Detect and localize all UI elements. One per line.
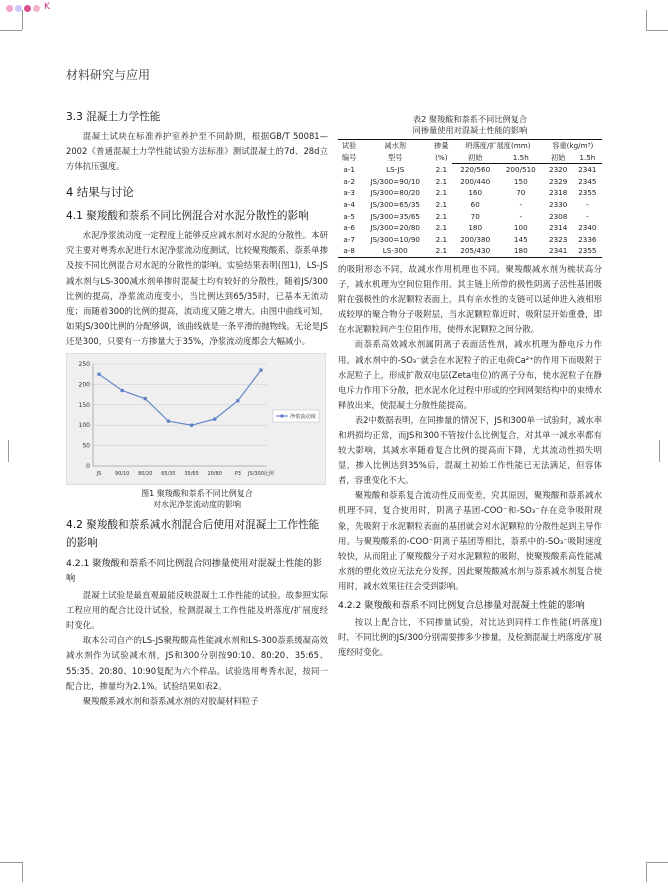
table-2: [338, 139, 602, 258]
section-4-2-1-paragraph-2: 取本公司自产的LS-JS聚羧酸高性能减水剂和LS-300萘系缓凝高效减水剂作为试验减水剂，JS和300分别按90:10、80:20、35:65、55:35、20:80、10:90复配为六个样品。试验选用粤秀水泥，按同一配合比，掺量均为2.1%。试验结果如表2。: [66, 635, 328, 691]
x-tick-label: JS: [96, 471, 102, 478]
top-letter: K: [44, 2, 50, 12]
left-column: [66, 100, 328, 709]
section-3-3-title: 3.3 混凝土力学性能: [66, 111, 161, 123]
section-4-title: 4 结果与讨论: [66, 185, 134, 200]
table-cell: LS-JS: [386, 164, 405, 174]
section-4-1-title: 4.1 聚羧酸和萘系不同比例混合对水泥分散性的影响: [66, 210, 309, 223]
color-dot-2: [15, 5, 22, 12]
running-header: 材料研究与应用: [66, 68, 151, 82]
y-tick-label: 150: [78, 401, 90, 409]
table-cell: 2.1: [430, 245, 452, 257]
table-cell: 150: [513, 176, 528, 186]
table-row: [338, 199, 602, 211]
table-cell: 2336: [578, 234, 597, 244]
table-cell: 70: [470, 211, 480, 221]
table-cell: a-4: [343, 199, 355, 209]
x-tick-label: 35/65: [184, 471, 199, 478]
table-row: [338, 245, 602, 257]
table-cell: 2.1: [435, 164, 448, 174]
table-2-title: [338, 114, 602, 136]
right-paragraph-5: 按以上配合比，不同掺量试验，对比达到同样工作性能(坍落度)时，不同比例的JS/300分别需要掺多少掺量，及检测混凝土坍落度/扩展度经时变化。: [338, 617, 602, 658]
data-point: [97, 373, 100, 376]
data-point: [213, 418, 216, 421]
table-cell: 200/510: [505, 165, 536, 175]
table-cell: a-2: [343, 176, 355, 186]
table-cell: 145: [513, 234, 528, 244]
table-cell: 205/430: [452, 245, 498, 257]
crop-mark-bl-v: [22, 862, 23, 882]
table-cell: JS/300=10/90: [370, 234, 420, 244]
th-density-1-5h: 1.5h: [573, 152, 602, 164]
x-tick-label: 65/35: [161, 471, 176, 478]
crop-mark-left-mid: [8, 440, 9, 462]
table-row: [338, 234, 602, 246]
data-point: [190, 424, 193, 427]
table-cell: JS/300=90/10: [370, 176, 420, 186]
table-cell: 2314: [549, 223, 568, 233]
table-cell: JS/300=80/20: [370, 188, 420, 198]
section-4-2-2-title: 4.2.2 聚羧酸和萘系不同比例复合总掺量对混凝土性能的影响: [338, 600, 585, 611]
table-2-title-line-2: 同掺量使用对混凝土性能的影响: [412, 125, 528, 135]
data-point: [236, 399, 239, 402]
table-cell: 2355: [573, 245, 602, 257]
x-tick-label: 90/10: [114, 471, 130, 478]
table-cell: JS/300=65/35: [370, 199, 420, 209]
table-cell: 180: [498, 245, 544, 257]
th-agent: 减水剂 型号: [360, 140, 430, 164]
th-id: 试验 编号: [338, 140, 360, 164]
table-cell: 100: [513, 223, 528, 233]
crop-mark-tl-v: [22, 10, 23, 30]
table-cell: 2308: [549, 211, 568, 221]
x-tick-label: 20/80: [207, 471, 222, 478]
table-cell: 2.1: [435, 188, 448, 198]
table-cell: 2355: [578, 188, 597, 198]
color-dot-4: [33, 5, 40, 12]
table-row: [338, 187, 602, 199]
y-tick-label: 100: [78, 422, 90, 430]
color-dot-1: [6, 5, 13, 12]
section-3-3-paragraph: 混凝土试块在标准养护室养护至不同龄期，根据GB/T 50081—2002《普通混凝土力学性能试验方法标准》测试混凝土的7d、28d立方体抗压强度。: [66, 131, 328, 172]
th-density-init: 初始: [544, 152, 573, 164]
right-paragraph-4: 聚羧酸和萘系复合流动性反而变差，究其原因，聚羧酸和萘系减水机理不同，复合使用时，阴离子基团-COO⁻和-SO₃⁻存在竞争吸附现象，先吸附于水泥颗粒表面的基团就会对水泥颗粒的分散性起到主导作用。与聚羧酸系的-COO⁻阴离子基团等相比，萘系中的-SO₃⁻吸附速度较快，从而阻止了聚羧酸分子对水泥颗粒的吸附，使聚羧酸系高性能减水剂的塑化效应无法充分发挥，因此聚羧酸减水剂与萘系减水剂复合使用时，减水效果往往会受到影响。: [338, 490, 602, 591]
table-cell: a-5: [343, 211, 355, 221]
figure-1-caption-line-2: 对水泥净浆流动度的影响: [153, 500, 241, 510]
table-row: [338, 176, 602, 188]
right-paragraph-2: 而萘系高效减水剂属阴离子表面活性剂，减水机理为静电斥力作用。减水剂中的-SO₃⁻就会在水泥粒子的正电荷Ca²⁺的作用下而吸附于水泥粒子上，形成扩散双电层(Zeta电位)的离子分布，使水泥粒子在静电斥力作用下分散，把水泥水化过程中形成的空间网架结构中的束缚水释放出来，使混凝土分散性能提高。: [338, 339, 602, 410]
table-cell: 60: [470, 199, 480, 209]
th-density: 容重(kg/m³): [544, 140, 602, 152]
right-paragraph-1: 的吸附形态不同，故减水作用机理也不同。聚羧酸减水剂为梳状高分子，减水机理为空间位阻作用。其主链上所带的极性阴离子活性基团吸附在强极性的水泥颗粒表面上，具有亲水性的支链可以延伸进入液相形成较厚的聚合物分子吸附层，当水泥颗粒靠近时，吸附层开始重叠，即在水泥颗粒间产生位阻作用，使得水泥颗粒之间分散。: [338, 263, 602, 335]
y-tick-label: 200: [78, 381, 90, 389]
table-2-title-line-1: 表2 聚羧酸和萘系不同比例复合: [412, 114, 528, 124]
data-point: [144, 397, 147, 400]
table-cell: JS/300=20/80: [370, 223, 420, 233]
table-cell: -: [586, 199, 589, 209]
series-line: [99, 370, 261, 425]
table-cell: 2341: [578, 165, 597, 175]
figure-1-svg: [67, 354, 325, 484]
y-tick-label: 250: [78, 361, 90, 369]
section-4-2-1-paragraph-3: 聚羧酸系减水剂和萘系减水剂的对胶凝材料粒子: [82, 695, 259, 706]
section-4-2-1-paragraph-1: 混凝土试验是最直观最能反映混凝土工作性能的试验。故参照实际工程应用的配合比设计试验，检测混凝土工作性能及坍落度/扩展度经时变化。: [66, 590, 328, 631]
table-cell: JS/300=35/65: [370, 211, 420, 221]
table-cell: 2340: [578, 223, 597, 233]
crop-mark-tr-v: [646, 10, 647, 30]
y-tick-label: 0: [86, 463, 90, 471]
table-cell: 2.1: [435, 223, 448, 233]
legend-label: 净浆流动度: [290, 414, 316, 421]
table-row: [338, 164, 602, 176]
th-slump-1-5h: 1.5h: [498, 152, 544, 164]
legend-marker: [281, 415, 284, 418]
table-cell: -: [519, 211, 523, 221]
table-cell: 2.1: [435, 176, 448, 186]
table-cell: 2.1: [435, 211, 448, 221]
table-cell: 160: [468, 188, 483, 198]
table-cell: 70: [516, 188, 526, 198]
table-cell: 2318: [549, 188, 568, 198]
table-cell: 2329: [549, 176, 568, 186]
crop-mark-br-h: [646, 862, 668, 863]
table-cell: 2345: [578, 176, 597, 186]
y-tick-label: 50: [82, 442, 90, 450]
data-point: [121, 389, 124, 392]
table-cell: a-3: [343, 188, 355, 198]
table-cell: a-8: [338, 245, 360, 257]
section-4-2-title: 4.2 聚羧酸和萘系减水剂混合后使用对混凝土工作性能的影响: [66, 519, 320, 550]
th-slump-init: 初始: [452, 152, 498, 164]
table-cell: 200/380: [460, 234, 491, 244]
table-cell: 200/440: [460, 176, 491, 186]
color-dot-3: [24, 5, 31, 12]
figure-1-caption-line-1: 图1 聚羧酸和萘系不同比例复合: [141, 489, 253, 499]
crop-mark-right-mid: [659, 440, 660, 462]
table-cell: 2.1: [435, 199, 448, 209]
section-4-2-1-title: 4.2.1 聚羧酸和萘系不同比例混合同掺量使用对混凝土性能的影响: [66, 558, 322, 585]
crop-mark-tl-h: [0, 30, 22, 31]
section-4-1-paragraph: 水泥净浆流动度一定程度上能够反应减水剂对水泥的分散性。本研究主要对粤秀水泥进行水泥净浆流动度测试，比较聚羧酸系、萘系单掺及按不同比例混合对水泥的分散性的影响。实验结果表明(图1)，LS-JS减水剂与LS-300减水剂单掺时混凝土均有较好的分散性，随着JS/300比例的提高，净浆流动度变小，当比例达到65/35时，已基本无流动度；而随着300的比例的提高，流动度又随之增大。由图中曲线可知，如果JS/300比例的分配够调，该曲线就是一条平滑的抛物线。无论是JS还是300，只要有一方掺量大于35%，净浆流动度都会大幅减小。: [66, 230, 328, 346]
x-tick-label: JS/300比例: [248, 471, 274, 478]
table-2-body: [338, 164, 602, 258]
table-cell: 2341: [544, 245, 573, 257]
x-tick-label: P3: [234, 471, 241, 478]
crop-mark-tr-h: [646, 30, 668, 31]
table-cell: -: [519, 199, 523, 209]
figure-1-caption: [66, 488, 328, 510]
data-point: [259, 369, 262, 372]
right-paragraph-3: 表2中数据表明，在同掺量的情况下，JS和300单一试验时，减水率和坍损均正常，而JS和300不管按什么比例复合，对其单一减水率都有较大影响，其减水率随着复合比例的提高而下降，尤其流动性损失明显，掺入比例达到35%后，混凝土初始工作性能已无法满足，但容体者，容重变化不大。: [338, 414, 602, 486]
crop-mark-br-v: [646, 862, 647, 882]
table-cell: 2320: [549, 165, 568, 175]
table-cell: LS-300: [360, 245, 430, 257]
figure-1-chart: [66, 353, 326, 485]
table-cell: a-7: [343, 234, 355, 244]
table-cell: 220/560: [460, 165, 491, 175]
th-dose: 掺量 (%): [430, 140, 452, 164]
table-cell: 180: [468, 223, 483, 233]
right-column: [338, 100, 602, 660]
top-bar: [0, 0, 668, 20]
table-row: [338, 222, 602, 234]
table-cell: a-1: [343, 164, 355, 174]
table-cell: -: [586, 211, 589, 221]
table-cell: a-6: [343, 223, 355, 233]
th-slump: 坍落度/扩展度(mm): [452, 140, 543, 152]
table-cell: 2330: [549, 199, 568, 209]
crop-mark-bl-h: [0, 862, 22, 863]
data-point: [167, 420, 170, 423]
table-cell: 2323: [549, 234, 568, 244]
x-tick-label: 80/20: [138, 471, 153, 478]
table-row: [338, 211, 602, 223]
table-cell: 2.1: [435, 234, 448, 244]
